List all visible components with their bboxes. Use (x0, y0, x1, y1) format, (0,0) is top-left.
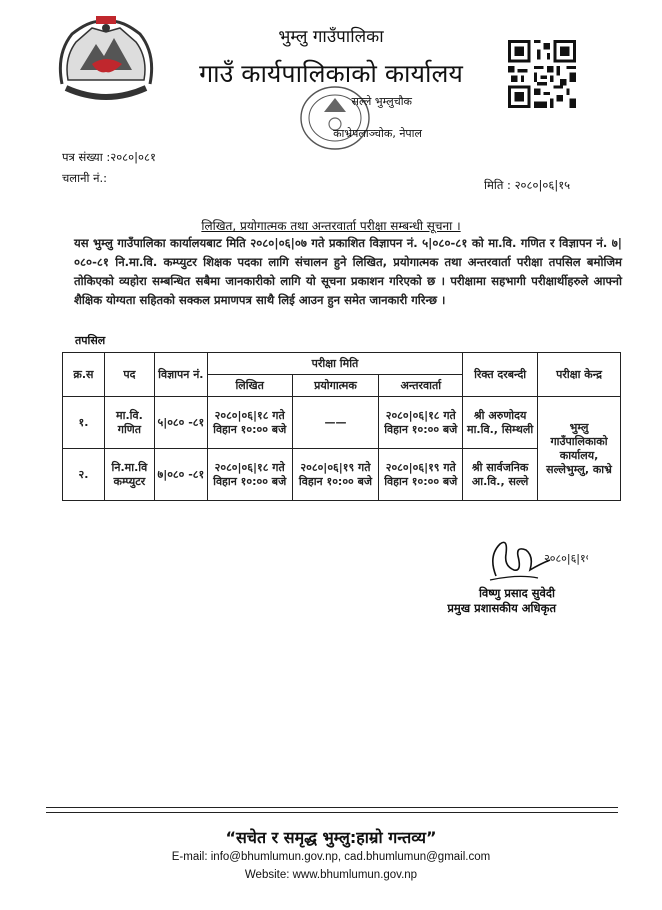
notice-subject: लिखित, प्रयोगात्मक तथा अन्तरवार्ता परीक्षा सम्बन्धी सूचना । (201, 219, 461, 233)
row-interview-date: २०८०|०६|१९ गते विहान १०:०० बजे (379, 449, 463, 501)
letter-number: पत्र संख्या :२०८०|०८१ (62, 150, 156, 164)
row-sn: २. (63, 449, 105, 501)
footer-slogan: “सचेत र समृद्ध भुम्लु:हाम्रो गन्तव्य” (225, 828, 437, 847)
header-interview: अन्तरवार्ता (379, 375, 463, 397)
row-post: नि.मा.वि कम्प्युटर (104, 449, 154, 501)
footer-divider-thin (46, 812, 618, 813)
header-practical: प्रयोगात्मक (292, 375, 379, 397)
row-interview-date: २०८०|०६|१८ गते विहान १०:०० बजे (379, 397, 463, 449)
office-name: गाउँ कार्यपालिकाको कार्यालय (199, 59, 463, 88)
header-vacancy: रिक्त दरबन्दी (463, 353, 538, 397)
row-practical-date: २०८०|०६|१९ गते विहान १०:०० बजे (292, 449, 379, 501)
exam-schedule-table (62, 352, 621, 501)
signatory-name: विष्णु प्रसाद सुवेदी (478, 586, 555, 600)
signatory-title: प्रमुख प्रशासकीय अधिकृत (447, 601, 556, 615)
row-vacancy: श्री अरुणोदय मा.वि., सिम्थली (463, 397, 538, 449)
row-post: मा.वि. गणित (104, 397, 154, 449)
header-exam-date: परीक्षा मिति (207, 353, 462, 375)
handwritten-signature (478, 536, 588, 586)
qr-code (508, 40, 576, 108)
schedule-label: तपसिल (75, 334, 106, 347)
address-line-2: काभ्रेपलाञ्चोक, नेपाल (333, 127, 422, 140)
signature-date-handwriting: २०८०|६|१५ (544, 552, 588, 565)
letter-date: मिति : २०८०|०६|१५ (484, 178, 571, 192)
header-written: लिखित (207, 375, 292, 397)
table-row (63, 397, 621, 449)
header-post: पद (104, 353, 154, 397)
row-written-date: २०८०|०६|१८ गते विहान १०:०० बजे (207, 397, 292, 449)
footer-email: E-mail: info@bhumlumun.gov.np, cad.bhumlumun@gmail.com (171, 851, 491, 863)
address-line-1: सल्ले भुम्लुचौक (351, 95, 412, 108)
row-vacancy: श्री सार्वजनिक आ.वि., सल्ले (463, 449, 538, 501)
header-exam-center: परीक्षा केन्द्र (538, 353, 621, 397)
row-advertisement: ५|०८० -८१ (154, 397, 207, 449)
dispatch-number: चलानी नं.: (62, 171, 108, 185)
exam-center-cell: भुम्लु गाउँपालिकाको कार्यालय, सल्लेभुम्लु, काभ्रे (538, 397, 621, 501)
row-sn: १. (63, 397, 105, 449)
footer-divider (46, 807, 618, 808)
header-advertisement: विज्ञापन नं. (154, 353, 207, 397)
header-sn: क्र.स (63, 353, 105, 397)
row-practical-date: —— (292, 397, 379, 449)
row-advertisement: ७|०८० -८१ (154, 449, 207, 501)
municipality-name: भुम्लु गाउँपालिका (278, 27, 384, 47)
footer-website: Website: www.bhumlumun.gov.np (244, 869, 418, 881)
row-written-date: २०८०|०६|१८ गते विहान १०:०० बजे (207, 449, 292, 501)
notice-body: यस भुम्लु गाउँपालिका कार्यालयबाट मिति २०८०|०६|०७ गते प्रकाशित विज्ञापन नं. ५|०८०-८१ को मा.वि. गणित र विज्ञापन नं. ७|०८०-८१ नि.मा.वि. कम्प्युटर शिक्षक पदका लागि संचालन हुने लिखित, प्रयोगात्मक तथा अन्तरवार्ता परीक्षा तपसिल बमोजिम तोकिएको व्यहोरा सम्बन्धित सबैमा जानकारीको लागि यो सूचना प्रकाशन गरिएको छ । परीक्षामा सहभागी परीक्षार्थीहरुले आफ्नो शैक्षिक योग्यता सहितको सक्कल प्रमाणपत्र साथै लिई आउन हुन समेत जानकारी गरिन्छ । (74, 236, 622, 307)
office-seal-stamp (296, 82, 374, 154)
table-row (63, 449, 621, 501)
